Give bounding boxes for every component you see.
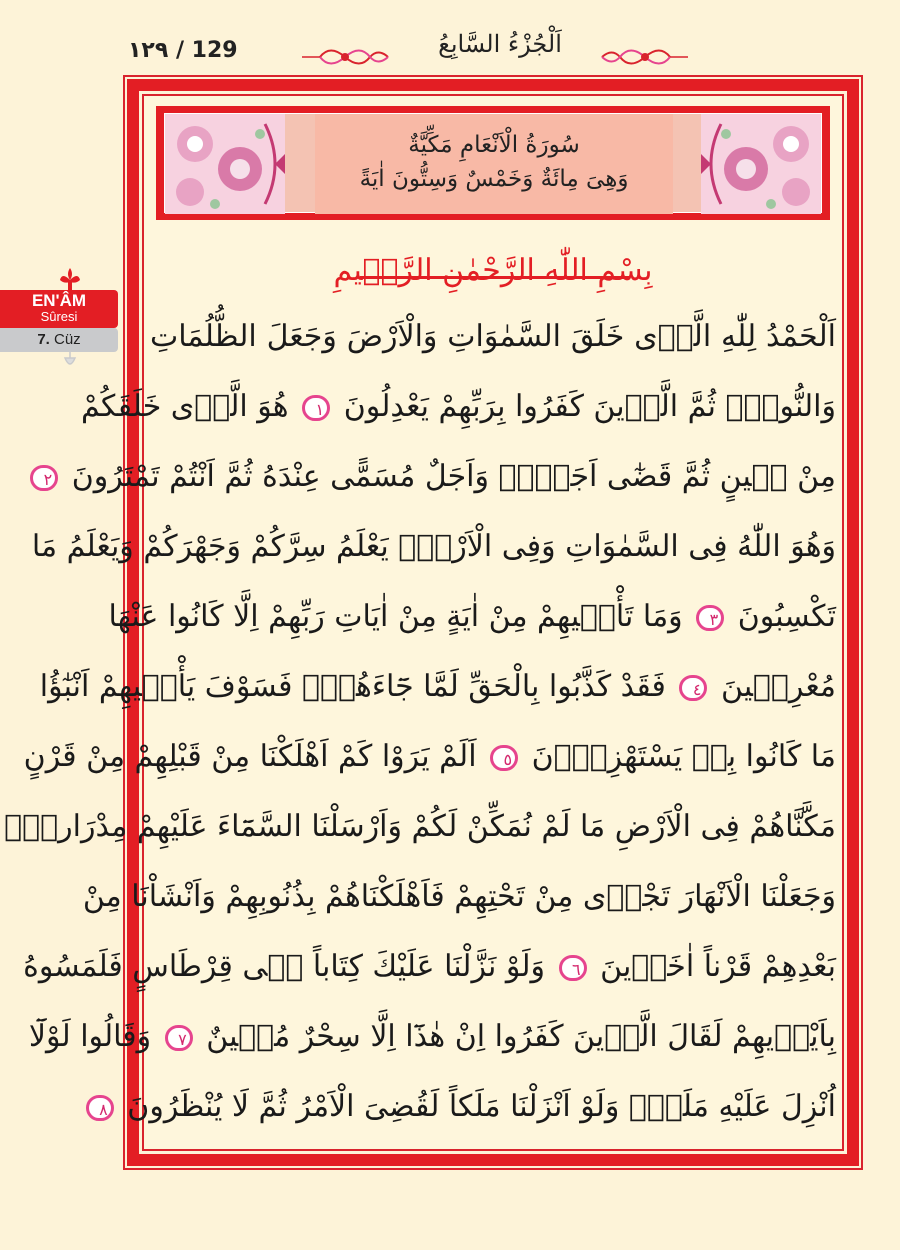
verse-text: تَكْسِبُونَ: [737, 599, 836, 634]
verse-text-continuation: هُوَ الَّذ۪ى خَلَقَكُمْ: [81, 389, 289, 424]
verse-line: [23, 932, 836, 1002]
sura-header-panel: [156, 106, 830, 220]
verse-text: وَالنُّورَۜ ثُمَّ الَّذ۪ينَ كَفَرُوا بِرَبِّهِمْ يَعْدِلُونَ: [343, 389, 836, 424]
verse-line: [150, 302, 836, 372]
verse-text: وَجَعَلْنَا الْاَنْهَارَ تَجْر۪ى مِنْ تَحْتِهِمْ فَاَهْلَكْنَاهُمْ بِذُنُوبِهِمْ وَاَنْشَاْنَا مِنْ: [82, 879, 836, 914]
verse-line: [39, 652, 836, 722]
sura-title-area: [315, 114, 673, 214]
sura-tab[interactable]: [0, 290, 118, 328]
juz-title: اَلْجُزْءُ السَّابِعُ: [438, 30, 562, 58]
ayah-number-marker: ١: [302, 395, 330, 421]
ayah-number-marker: ٦: [559, 955, 587, 981]
verse-line: [108, 582, 836, 652]
verse-text-continuation: فَقَدْ كَذَّبُوا بِالْحَقِّ لَمَّا جَٓاءَهُمْۜ فَسَوْفَ يَأْت۪يهِمْ اَنْبٰٓؤُا: [39, 669, 666, 704]
verse-text: بَعْدِهِمْ قَرْناً اٰخَر۪ينَ: [600, 949, 836, 984]
verse-line: [23, 722, 836, 792]
floral-ornament-left-icon: [165, 114, 285, 214]
sura-tab-label: Sûresi: [40, 309, 78, 324]
verse-text: اَلْحَمْدُ لِلّٰهِ الَّذ۪ى خَلَقَ السَّمٰوَاتِ وَالْاَرْضَ وَجَعَلَ الظُّلُمَاتِ: [150, 319, 836, 354]
verse-line: [31, 512, 836, 582]
verse-text-continuation: وَلَوْ نَزَّلْنَا عَلَيْكَ كِتَاباً ف۪ى قِرْطَاسٍ فَلَمَسُوهُ: [23, 949, 546, 984]
verse-text: بِاَيْد۪يهِمْ لَقَالَ الَّذ۪ينَ كَفَرُوا اِنْ هٰذَٓا اِلَّا سِحْرٌ مُب۪ينٌ: [206, 1019, 836, 1054]
page-number: ١٢٩ / 129: [128, 38, 238, 63]
sura-verse-count: وَهِىَ مِائَةٌ وَخَمْسٌ وَسِتُّونَ اٰيَةً: [359, 166, 629, 192]
verse-line: [81, 372, 836, 442]
sura-title: سُورَةُ الْاَنْعَامِ مَكِّيَّةٌ: [408, 132, 580, 158]
verse-line: [82, 862, 836, 932]
verse-text: مَا كَانُوا بِه۪ يَسْتَهْزِؤُ۫نَ: [531, 739, 836, 774]
verse-line: [28, 1002, 836, 1072]
verse-text: مِنْ ط۪ينٍ ثُمَّ قَضٰٓى اَجَلًاۜ وَاَجَلٌ مُسَمًّى عِنْدَهُ ثُمَّ اَنْتُمْ تَمْتَرُونَ: [71, 459, 836, 494]
verse-text-continuation: وَمَا تَأْت۪يهِمْ مِنْ اٰيَةٍ مِنْ اٰيَاتِ رَبِّهِمْ اِلَّا كَانُوا عَنْهَا: [108, 599, 683, 634]
verse-text: مُعْرِض۪ينَ: [721, 669, 836, 704]
juz-tab[interactable]: [0, 328, 118, 352]
ayah-number-marker: ٤: [679, 675, 707, 701]
juz-tab-label: Cüz: [54, 331, 81, 348]
verse-text: اُنْزِلَ عَلَيْهِ مَلَكٌۜ وَلَوْ اَنْزَلْنَا مَلَكاً لَقُضِىَ الْاَمْرُ ثُمَّ لَا يُنْظَرُونَ: [127, 1089, 836, 1124]
drop-ornament-icon: [62, 352, 78, 370]
sura-tab-name: EN'ÂM: [31, 291, 87, 310]
sura-header-inner: [164, 113, 822, 213]
ayah-number-marker: ٨: [86, 1095, 114, 1121]
floral-ornament-right-icon: [701, 114, 821, 214]
verse-line: [4, 792, 836, 862]
verse-line: [43, 442, 836, 512]
ayah-number-marker: ٧: [165, 1025, 193, 1051]
juz-tab-number: 7.: [37, 331, 50, 348]
verse-text-continuation: وَقَالُوا لَوْلَٓا: [28, 1019, 152, 1054]
verse-text: مَكَّنَّاهُمْ فِى الْاَرْضِ مَا لَمْ نُمَكِّنْ لَكُمْ وَاَرْسَلْنَا السَّمَٓاءَ عَلَيْهِمْ مِدْرَاراًۖ: [4, 809, 836, 844]
header-ornament-right-icon: [600, 44, 690, 70]
verse-line: [99, 1072, 836, 1142]
verse-text: وَهُوَ اللّٰهُ فِى السَّمٰوَاتِ وَفِى الْاَرْضِۜ يَعْلَمُ سِرَّكُمْ وَجَهْرَكُمْ وَيَعْلَمُ مَا: [31, 529, 836, 564]
ayah-number-marker: ٥: [490, 745, 518, 771]
basmala: بِسْمِ اللّٰهِ الرَّحْمٰنِ الرَّح۪يمِ: [333, 253, 653, 288]
ayah-number-marker: ٢: [30, 465, 58, 491]
ayah-number-marker: ٣: [696, 605, 724, 631]
verse-text-continuation: اَلَمْ يَرَوْا كَمْ اَهْلَكْنَا مِنْ قَبْلِهِمْ مِنْ قَرْنٍ: [23, 739, 477, 774]
